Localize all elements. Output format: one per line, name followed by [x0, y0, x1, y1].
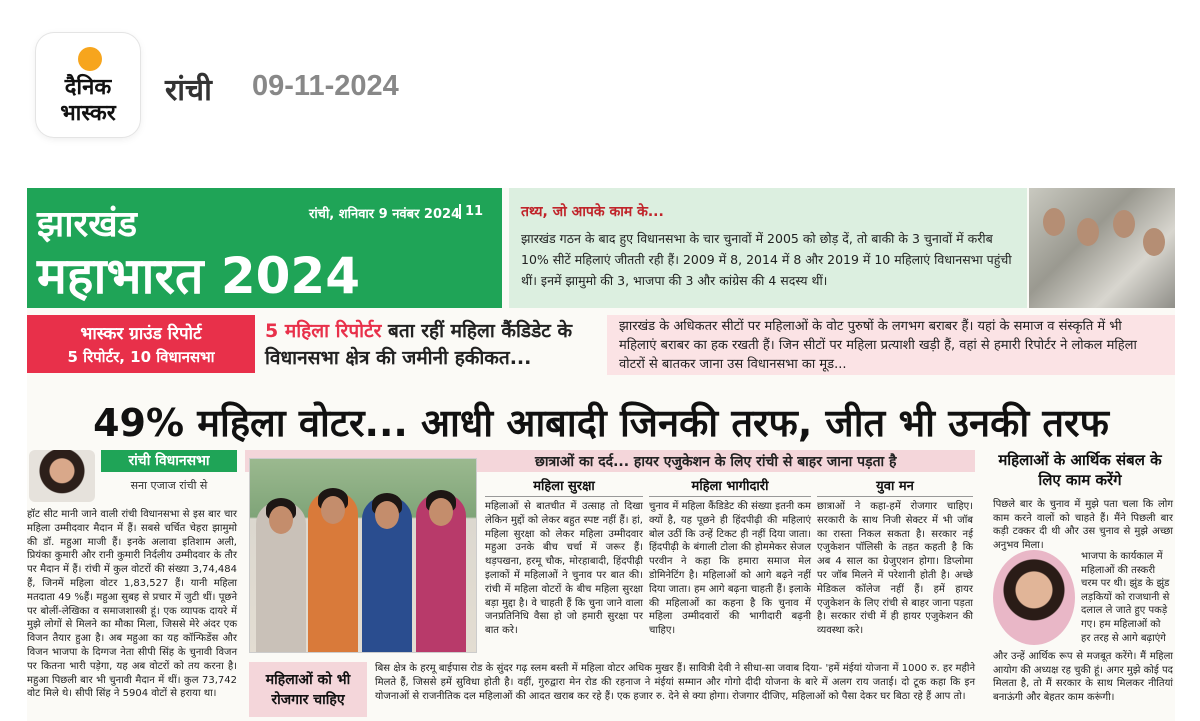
candidate-text-1: पिछले बार के चुनाव में मुझे पता चला कि लोग काम करने वालों को चाहते हैं। मैंने पिछली बार कड़ी टक्कर दी थी और उस चुनाव से मुझे अच्छा अनुभव मिला। [993, 499, 1173, 551]
logo-line-2: भास्कर [60, 101, 116, 126]
newspaper-page[interactable] [27, 188, 1175, 721]
lead-text: बता रहीं महिला कैंडिडेट के विधानसभा क्षेत्र की जमीनी हकीकत... [265, 320, 573, 369]
section-heading: महिला सुरक्षा [485, 476, 643, 497]
sun-icon [78, 47, 102, 71]
facts-box [509, 188, 1027, 308]
edition-date: 09-11-2024 [252, 70, 399, 102]
banner-title-line2: महाभारत 2024 [37, 247, 361, 305]
candidate-photo [993, 550, 1075, 645]
ground-report-subtitle: 5 रिपोर्टर, 10 विधानसभा [67, 348, 215, 366]
section-banner [27, 188, 502, 308]
candidate-column [985, 450, 1175, 721]
section-body: छात्राओं ने कहा-हमें रोजगार चाहिए। सरकारी के साथ निजी सेक्टर में भी जॉब का रास्ता निकल सकता है। सरकार नई एजुकेशन पॉलिसी के तहत कहती है कि अब 4 साल का ग्रेजुएशन होगा। डिप्लोमा पर जॉब मिलने में परेशानी होती है। अच्छे मेडिकल कॉलेज नहीं हैं। हमें हायर एजुकेशन के लिए रांची से बाहर जाना पड़ता है। सरकार रांची में ही हायर एजुकेशन की व्यवस्था करे। [817, 501, 973, 637]
edition-city: रांची [165, 73, 212, 108]
banner-page-number: 11 [459, 204, 483, 219]
reporter-photo [29, 450, 95, 502]
logo-line-1: दैनिक [64, 75, 112, 100]
reporter-byline: सना एजाज रांची से [130, 479, 208, 492]
crowd-photo [1029, 188, 1175, 308]
middle-section [245, 450, 975, 721]
section-women-participation [649, 476, 811, 638]
students-band-text: छात्राओं का दर्द... हायर एजुकेशन के लिए रांची से बाहर जाना पड़ता है [535, 454, 897, 470]
reporter-column [27, 450, 237, 721]
dainik-bhaskar-logo[interactable] [36, 33, 140, 137]
app-header [0, 0, 1200, 170]
main-headline: 49% महिला वोटर... आधी आबादी जिनकी तरफ, जीत भी उनकी तरफ [93, 401, 1109, 445]
employment-box [249, 662, 367, 717]
ground-report-title: भास्कर ग्राउंड रिपोर्ट [80, 324, 202, 344]
candidate-text-2: भाजपा के कार्यकाल में महिलाओं की तस्करी चरम पर थी। झुंड के झुंड लड़कियों को राजधानी से दलाल ले जाते हुए पकड़े गए। हम महिलाओं को हर तरह से आगे बढ़ाएंगे [1081, 551, 1170, 644]
lead-red-text: 5 महिला रिपोर्टर [265, 320, 382, 342]
section-heading: युवा मन [817, 476, 973, 497]
women-group-photo [249, 458, 477, 653]
section-women-safety [485, 476, 643, 638]
employment-text: बिस क्षेत्र के हरमू बाईपास रोड के सुंदर गढ़ स्लम बस्ती में महिला वोटर अधिक मुखर हैं। सावित्री देवी ने सीधा-सा जवाब दिया- 'हमें मंईयां योजना में 1000 रु. हर महीने मिलते हैं, जिससे हमें सुविधा होती है। वहीं, गुरुद्वारा मेन रोड की रहनाज ने मंईयां सम्मान और गोगो दीदी योजना के बारे में अलग राय जताई। दो टूक कहा कि इन योजनाओं से राजनीतिक दल महिलाओं की आदत खराब कर रहे हैं। एक हजार रु. देने से क्या होगा। रोजगार दीजिए, महिलाओं को पैसा देकर घर बिठा रहे हैं आप तो। [375, 663, 975, 703]
section-heading: महिला भागीदारी [649, 476, 811, 497]
ground-report-badge [27, 315, 255, 373]
section-body: चुनाव में महिला कैंडिडेट की संख्या इतनी कम क्यों है, यह पूछने ही हिंदपीढ़ी की महिलाएं बोल उठीं कि उन्हें टिकट ही नहीं दिया जाता। हिंदपीढ़ी के बंगाली टोला की होममेकर सेजल परवीन ने कहा कि हमारा समाज मेल डोमिनेटिंग है। महिलाओं को आगे बढ़ने नहीं दिया जाता। हम आगे बढ़ना चाहती हैं। इलाके की महिलाओं का कहना है कि चुनाव में महिला उम्मीदवारों की भागीदारी बढ़नी चाहिए। [649, 501, 811, 637]
banner-title-line1: झारखंड [37, 204, 137, 245]
ground-report-description: झारखंड के अधिकतर सीटों पर महिलाओं के वोट पुरुषों के लगभग बराबर हैं। यहां के समाज व संस्कृति में भी महिलाएं बराबर का हक रखती हैं। जिन सीटों पर महिला प्रत्याशी खड़ी हैं, वहां से हमारी रिपोर्टर ने लोकल महिला वोटरों से बातकर जाना उस विधानसभा का मूड... [607, 315, 1175, 375]
section-youth-mind [817, 476, 973, 638]
section-body: महिलाओं से बातचीत में उत्साह तो दिखा लेकिन मुद्दों को लेकर बहुत स्पष्ट नहीं हैं। हां, महिला सुरक्षा को लेकर महिला उम्मीदवार महुआ उनके बीच चर्चा में जरूर हैं। थड़पखना, हरमू चौक, मोरहाबादी, हिंदपीढ़ी इलाकों में महिलाओं ने चुनाव पर बात की। रांची में महिला वोटरों के बीच महिला सुरक्षा बड़ा मुद्दा है। वे चाहती हैं कि चुना जाने वाला जनप्रतिनिधि वैसा हो जो हमारी सुरक्षा पर बात करे। [485, 501, 643, 637]
candidate-heading: महिलाओं के आर्थिक संबल के लिए काम करेंगे [998, 451, 1162, 489]
employment-box-text: महिलाओं को भी रोजगार चाहिए [265, 672, 351, 708]
facts-heading: तथ्य, जो आपके काम के... [521, 204, 664, 220]
banner-dateline: रांची, शनिवार 9 नवंबर 2024 [309, 207, 461, 222]
candidate-text-3: और उन्हें आर्थिक रूप से मजबूत करेंगे। मैं महिला आयोग की अध्यक्ष रह चुकी हूं। अगर मुझे कोई पद मिलता है, तो मैं सरकार के साथ मिलकर नीतियां बनाऊंगी और बेहतर काम करूंगी। [993, 651, 1173, 703]
facts-body: झारखंड गठन के बाद हुए विधानसभा के चार चुनावों में 2005 को छोड़ दें, तो बाकी के 3 चुनावों में करीब 10% सीटें महिलाएं जीतती रही हैं। 2009 में 8, 2014 में 8 और 2019 में 10 महिलाएं विधानसभा पहुंची थीं। इनमें झामुमो की 3, भाजपा की 3 और कांग्रेस की 4 सदस्य थीं। [521, 231, 1012, 288]
constituency-tag: रांची विधानसभा [101, 450, 237, 472]
article-text-col1: हॉट सीट मानी जाने वाली रांची विधानसभा से इस बार चार महिला उम्मीदवार मैदान में हैं। सबसे चर्चित चेहरा झामुमो की डॉ. महुआ माजी हैं। इनके अलावा इतिशाम अली, प्रियंका कुमारी और रानी कुमारी निर्दलीय उम्मीदवार के तौर पर मैदान में हैं। रांची में कुल वोटरों की संख्या 3,74,484 हैं, जिनमें महिला वोटर 1,83,527 हैं। यानी महिला मतदाता 49 %हैं। महुआ सुबह से प्रचार में जुटी थीं। पूछने पर बोलीं-लेखिका व समाजशास्त्री हूं। एक व्यापक दायरे में मुझे लोगों से मिलने का मौका मिला, जिससे मेरे अंदर एक विजन तैयार हुआ है। अब महुआ का यह कॉन्फिडेंस और विजन भाजपा के दिग्गज नेता सीपी सिंह के चुनावी विजन पर कितना भारी पड़ेगा, यह अब वोटरों को तय करना है। महुआ पिछली बार भी चुनावी मैदान में थीं। कुल 73,742 वोट मिले थे। सीपी सिंह ने 5904 वोटों से हराया था। [27, 509, 237, 700]
ground-report-lead [265, 318, 605, 372]
